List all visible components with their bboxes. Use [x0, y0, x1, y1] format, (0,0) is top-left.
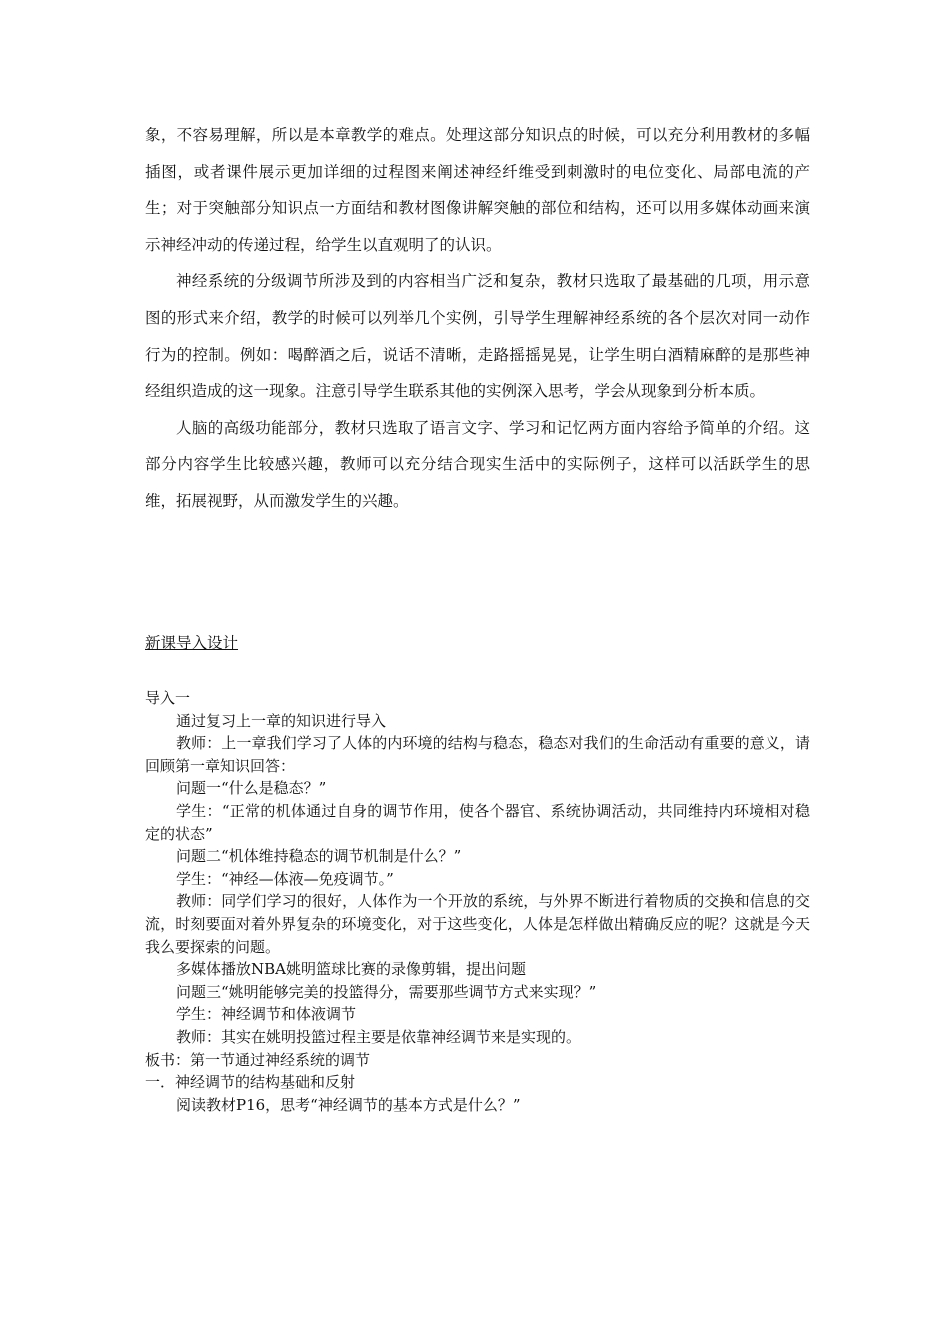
text-line: 问题一“什么是稳态？”	[176, 779, 327, 798]
text-line: 学生：“正常的机体通过自身的调节作用，使各个器官、系统协调活动，共同维持内环境相对稳定的状态”	[145, 801, 810, 843]
text-line: 导入一	[145, 689, 191, 707]
section-heading: 新课导入设计	[145, 634, 239, 652]
text-line: 教师：上一章我们学习了人体的内环境的结构与稳态，稳态对我们的生命活动有重要的意义，请回顾第一章知识回答：	[145, 734, 810, 775]
paragraph: 神经系统的分级调节所涉及到的内容相当广泛和复杂，教材只选取了最基础的几项，用示意图的形式来介绍，教学的时候可以列举几个实例，引导学生理解神经系统的各个层次对同一动作行为的控制。例如：喝醉酒之后，说话不清晰，走路摇摇晃晃，让学生明白酒精麻醉的是那些神经组织造成的这一现象。注意引导学生联系其他的实例深入思考，学会从现象到分析本质。	[145, 272, 810, 401]
text-line: 问题三“姚明能够完美的投篮得分，需要那些调节方式来实现？”	[176, 982, 597, 1001]
text-line: 通过复习上一章的知识进行导入	[176, 711, 387, 730]
lesson-section	[145, 687, 810, 1116]
text-line: 教师：同学们学习的很好，人体作为一个开放的系统，与外界不断进行着物质的交换和信息的交流，时刻要面对着外界复杂的环境变化，对于这些变化，人体是怎样做出精确反应的呢？这就是今天我么要探索的问题。	[145, 892, 810, 956]
text-line: 一．神经调节的结构基础和反射	[145, 1073, 356, 1092]
text-line: 板书：第一节通过神经系统的调节	[145, 1050, 371, 1069]
text-line: 问题二“机体维持稳态的调节机制是什么？”	[176, 847, 462, 866]
paragraph: 人脑的高级功能部分，教材只选取了语言文字、学习和记忆两方面内容给予简单的介绍。这部分内容学生比较感兴趣，教师可以充分结合现实生活中的实际例子，这样可以活跃学生的思维，拓展视野，从而激发学生的兴趣。	[145, 418, 810, 510]
text-line: 多媒体播放NBA姚明篮球比赛的录像剪辑，提出问题	[176, 960, 526, 979]
text-line: 阅读教材P16，思考“神经调节的基本方式是什么？”	[176, 1095, 521, 1114]
paragraph: 象，不容易理解，所以是本章教学的难点。处理这部分知识点的时候，可以充分利用教材的多幅插图，或者课件展示更加详细的过程图来阐述神经纤维受到刺激时的电位变化、局部电流的产生；对于突触部分知识点一方面结和教材图像讲解突触的部位和结构，还可以用多媒体动画来演示神经冲动的传递过程，给学生以直观明了的认识。	[145, 126, 810, 254]
intro-section	[145, 117, 810, 520]
text-line: 教师：其实在姚明投篮过程主要是依靠神经调节来是实现的。	[176, 1027, 582, 1046]
text-line: 学生：神经调节和体液调节	[176, 1005, 357, 1024]
text-line: 学生：“神经—体液—免疫调节。”	[176, 869, 394, 888]
